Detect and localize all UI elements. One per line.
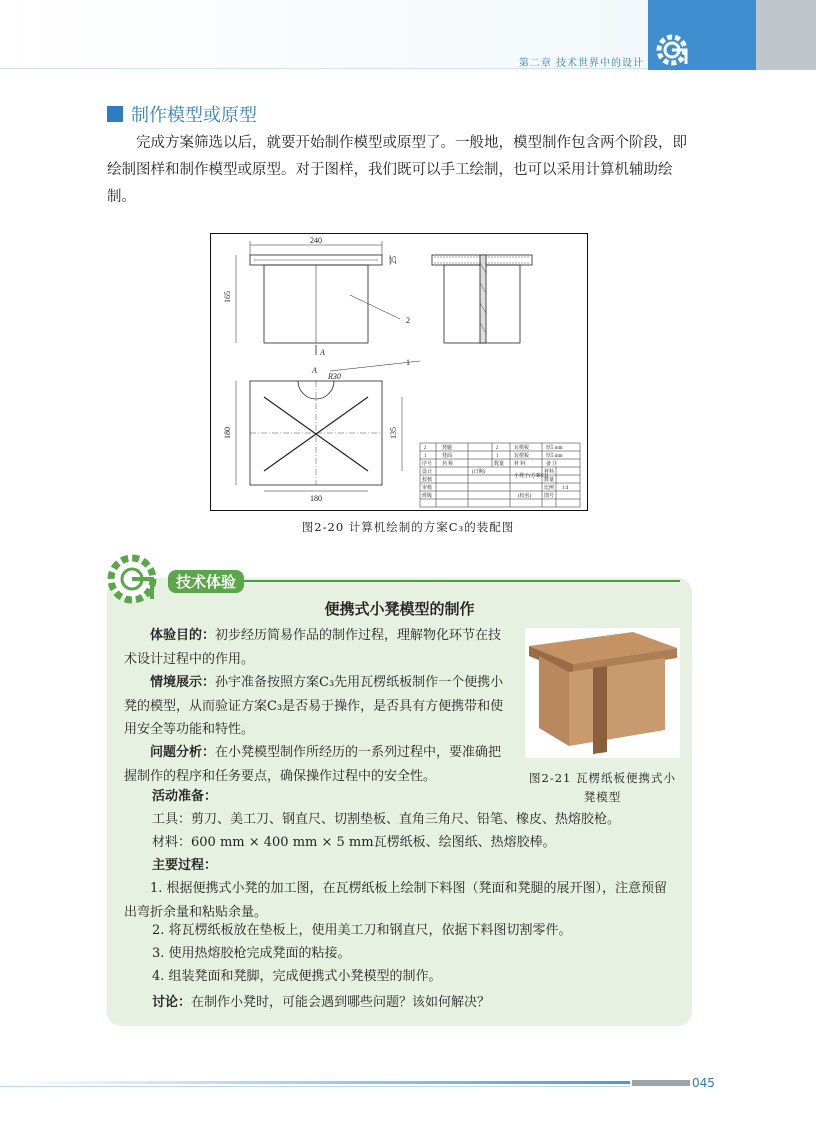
part-label-2: 2 [406, 316, 410, 325]
tb-check: 校核 [422, 478, 433, 483]
tb-h-note: 备 注 [546, 462, 558, 467]
tb-r1-no: 2 [424, 446, 427, 451]
tb-r2-name: 凳面 [442, 454, 453, 459]
tb-drawing-name: 小凳子(方案C3) [514, 474, 549, 479]
discussion-text: 在制作小凳时，可能会遇到哪些问题？该如何解决？ [191, 995, 491, 1010]
context-text: 孙宇准备按照方案C₃先用瓦楞纸板制作一个便携小凳的模型，从而验证方案C₃是否易于操作，是否具有方便携带和使用安全等功能和特性。 [124, 675, 504, 737]
tb-r1-note: 厚5 mm [546, 446, 563, 451]
intro-paragraph: 完成方案筛选以后，就要开始制作模型或原型了。一般地，模型制作包含两个阶段，即绘制图样和制作模型或原型。对于图样，我们既可以手工绘制，也可以采用计算机辅助绘制。 [107, 135, 687, 205]
section-title: 制作模型或原型 [131, 105, 257, 126]
tb-school: (校名) [518, 494, 532, 499]
title-block [420, 443, 580, 507]
tb-material: 材料 [544, 470, 555, 475]
experience-title: 便携式小凳模型的制作 [324, 600, 475, 618]
tb-h-qty: 数量 [494, 462, 505, 467]
analysis-label: 问题分析： [150, 745, 216, 760]
process-label: 主要过程： [152, 858, 218, 873]
gear-logo-icon [650, 28, 694, 72]
dim-r30: R30 [328, 372, 341, 381]
materials-line: 材料：600 mm × 400 mm × 5 mm瓦楞纸板、绘图纸、热熔胶棒。 [152, 835, 556, 850]
step-4: 4. 组装凳面和凳脚，完成便携式小凳模型的制作。 [152, 969, 442, 984]
footer-rule-thin [0, 1086, 630, 1087]
discussion-block [152, 991, 682, 1015]
tb-r1-qty: 2 [496, 446, 499, 451]
tb-r2-qty: 1 [496, 454, 499, 459]
tools-line: 工具：剪刀、美工刀、钢直尺、切割垫板、直角三角尺、铅笔、橡皮、热熔胶枪。 [152, 812, 621, 827]
analysis-block [124, 741, 514, 788]
dim-180-horizontal: 180 [310, 494, 322, 503]
step-3: 3. 使用热熔胶枪完成凳面的粘接。 [152, 946, 351, 961]
header-grey-block [756, 0, 816, 70]
section-marker [107, 106, 123, 122]
tb-date: (日期) [472, 470, 486, 475]
experience-badge: 技术体验 [168, 570, 244, 593]
tb-h-name: 名 称 [442, 462, 454, 467]
tb-review: 审核 [422, 486, 433, 491]
purpose-label: 体验目的： [150, 628, 216, 643]
page-number: 045 [692, 1076, 715, 1090]
tb-drawing-no: 图号 [544, 494, 555, 499]
purpose-text: 初步经历简易作品的制作过程，理解物化环节在技术设计过程中的作用。 [124, 628, 502, 667]
figure-2-20-caption: 图2-20 计算机绘制的方案C₃的装配图 [301, 520, 515, 534]
tb-r2-material: 瓦楞板 [514, 454, 530, 459]
dim-25: 25 [389, 256, 398, 264]
purpose-block [124, 624, 514, 671]
tb-scale-label: 比例 [544, 486, 555, 491]
tb-r2-no: 1 [424, 454, 427, 459]
tb-r1-name: 凳腿 [442, 446, 453, 451]
cardboard-stool-photo [525, 628, 680, 758]
figure-2-21-caption: 图2-21 瓦楞纸板便携式小凳模型 [529, 771, 676, 804]
footer-grey-bar [632, 1080, 690, 1086]
footer-rule [0, 1081, 630, 1084]
discussion-label: 讨论： [152, 995, 192, 1010]
dim-180-vertical: 180 [223, 427, 232, 439]
chapter-header: 第二章 技术世界中的设计 [518, 58, 644, 69]
dim-240: 240 [310, 236, 322, 245]
step-1: 1. 根据便携式小凳的加工图，在瓦楞纸板上绘制下料图（凳面和凳腿的展开图），注意预留出弯折余量和粘贴余量。 [124, 881, 668, 920]
tb-h-material: 材 料 [514, 462, 526, 467]
part-label-1: 1 [406, 358, 410, 367]
experience-rule [230, 580, 680, 582]
tb-design: 设计 [422, 470, 433, 475]
tb-qty: 数量 [544, 478, 555, 483]
analysis-text: 在小凳模型制作所经历的一系列过程中，要准确把握制作的程序和任务要点，确保操作过程中的安全性。 [124, 745, 502, 784]
tb-h-no: 序号 [422, 462, 433, 467]
section-mark-a: A [320, 348, 325, 357]
section-mark-a2: A [312, 366, 317, 375]
tb-r2-note: 厚5 mm [546, 454, 563, 459]
prep-label: 活动准备： [152, 789, 218, 804]
assembly-drawing [210, 233, 588, 511]
tb-r1-material: 瓦楞板 [514, 446, 530, 451]
tb-scale: 1:4 [562, 486, 569, 491]
step-2: 2. 将瓦楞纸板放在垫板上，使用美工刀和钢直尺，依据下料图切割零件。 [152, 923, 572, 938]
context-label: 情境展示： [150, 675, 216, 690]
dim-165: 165 [223, 291, 232, 303]
tb-class: 班级 [422, 494, 433, 499]
context-block [124, 671, 514, 742]
dim-135: 135 [389, 427, 398, 439]
